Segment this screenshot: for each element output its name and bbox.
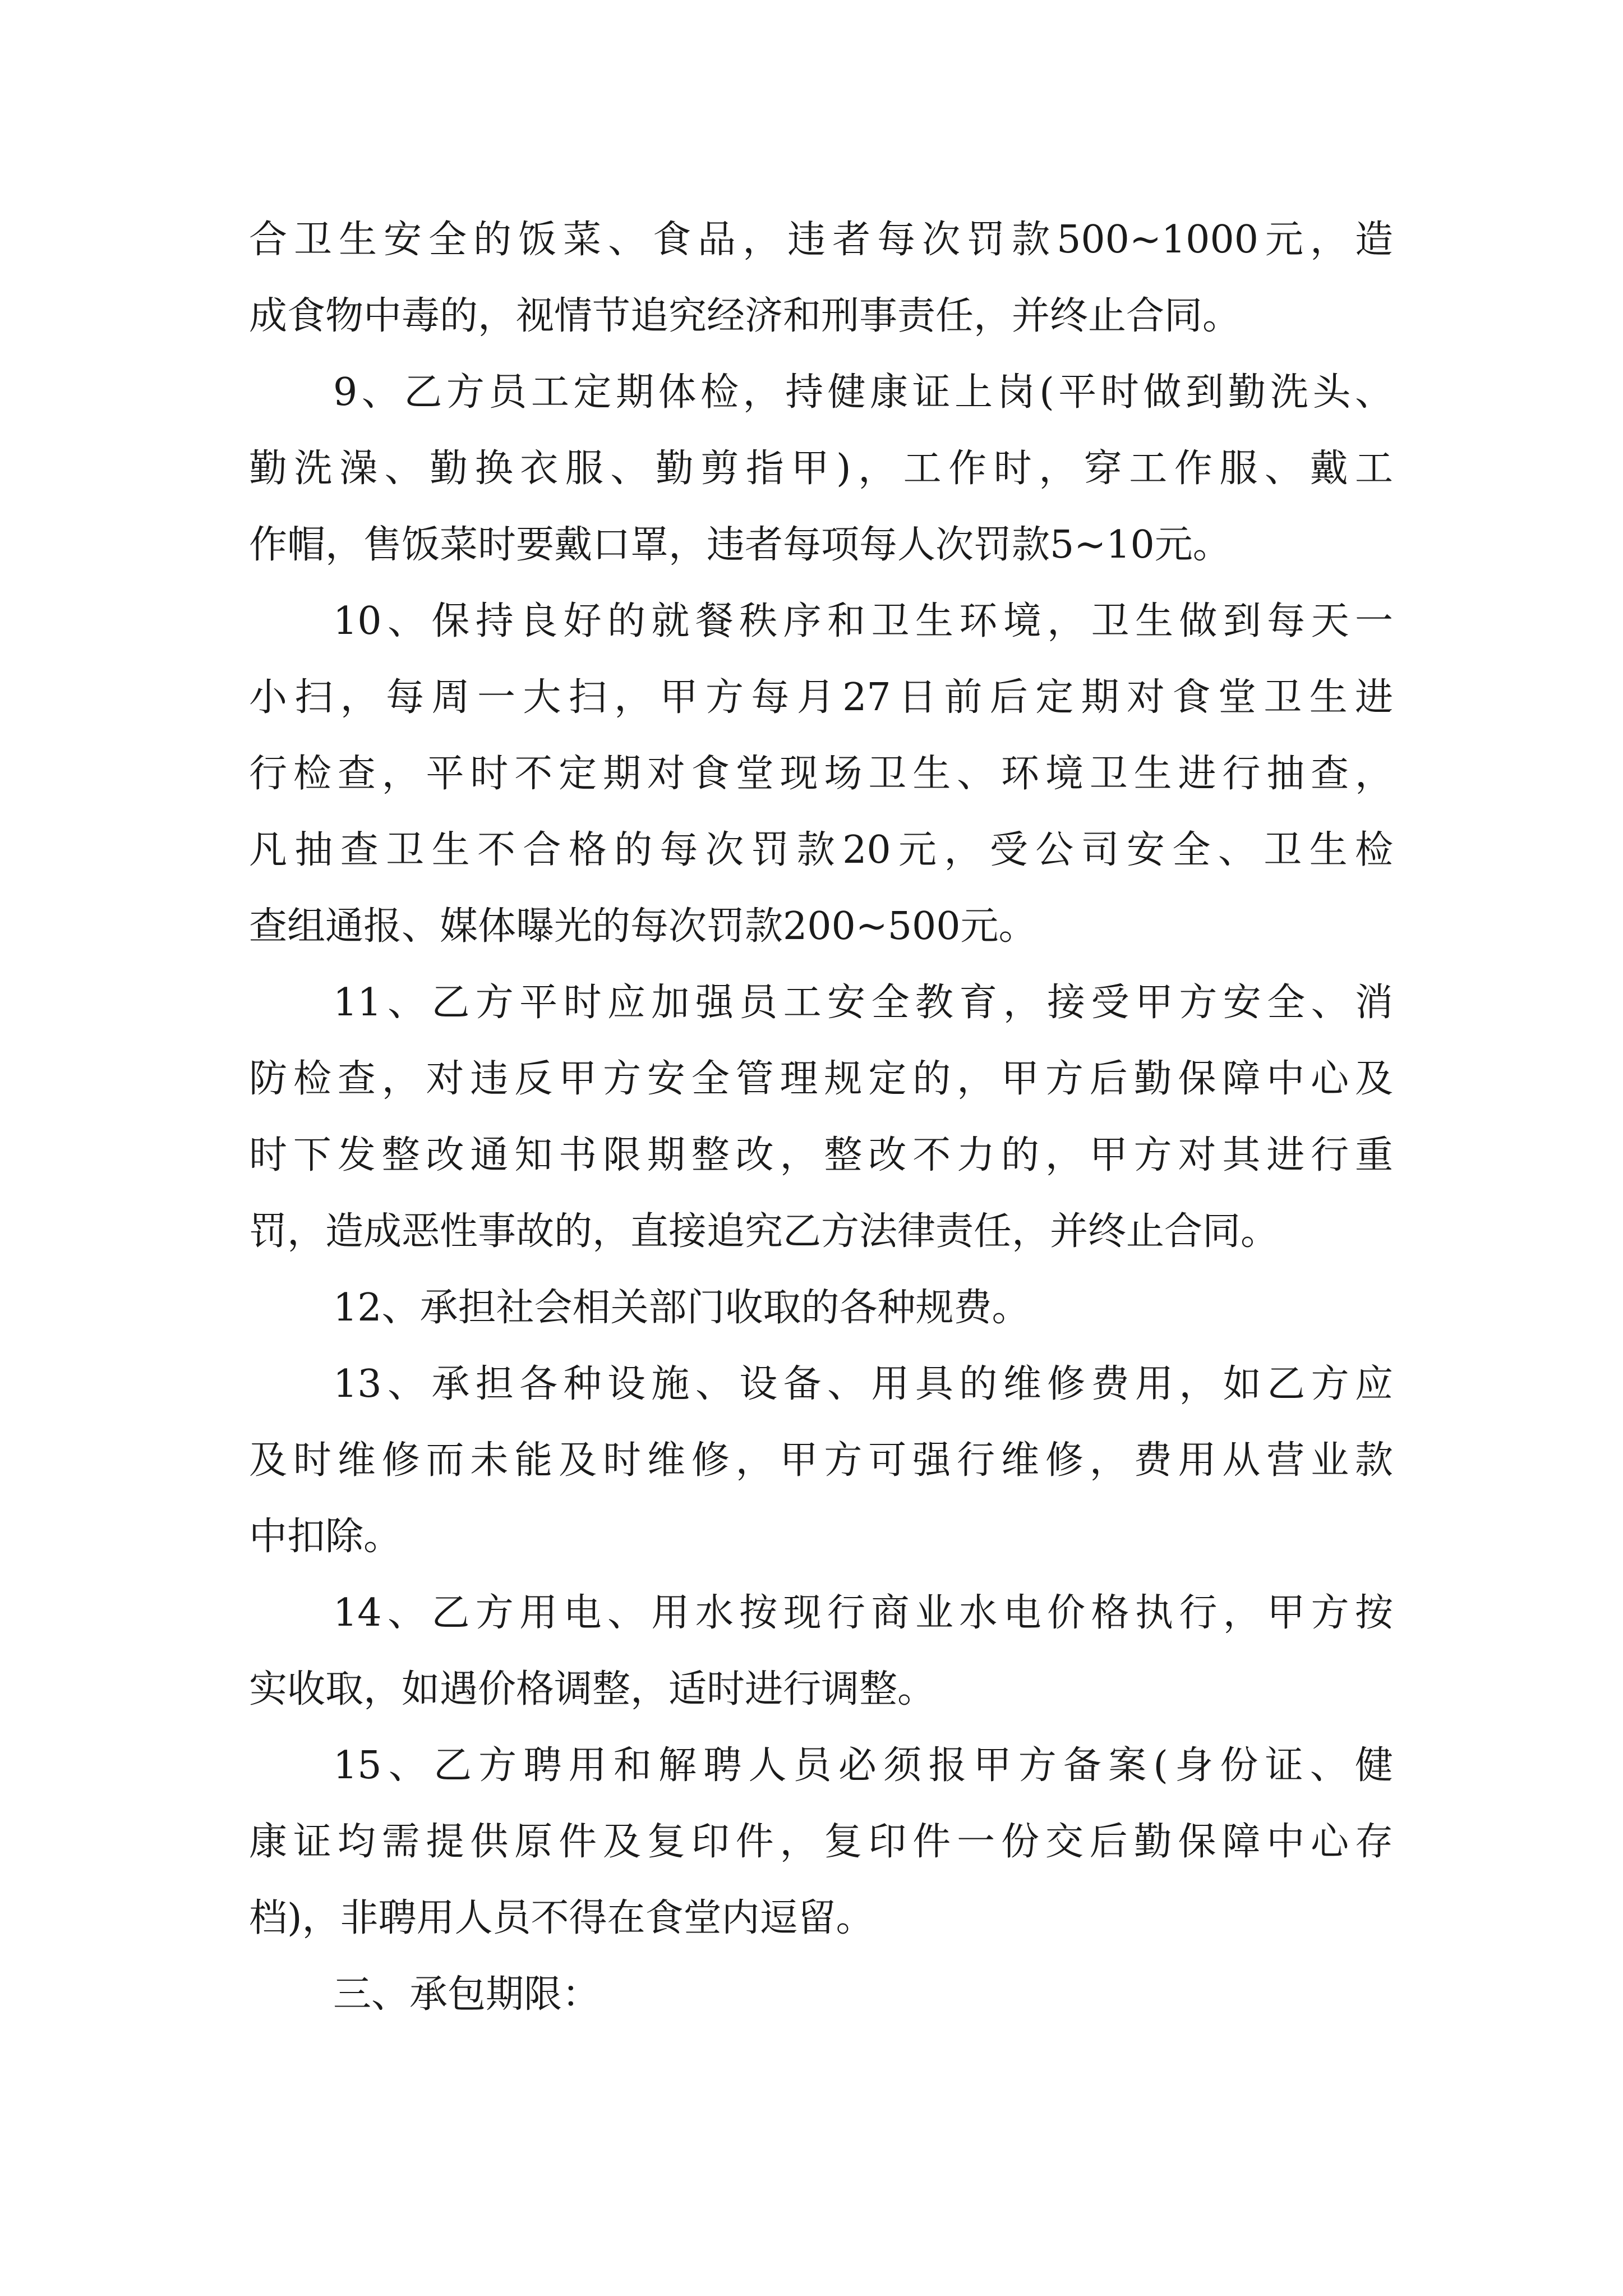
text-line: 15、乙方聘用和解聘人员必须报甲方备案(身份证、健 bbox=[333, 1743, 1393, 1788]
text-line: 中扣除。 bbox=[249, 1515, 402, 1559]
text-line: 作帽，售饭菜时要戴口罩，违者每项每人次罚款5~10元。 bbox=[249, 523, 1231, 567]
text-line: 罚，造成恶性事故的，直接追究乙方法律责任，并终止合同。 bbox=[249, 1209, 1279, 1254]
text-line: 13、承担各种设施、设备、用具的维修费用，如乙方应 bbox=[333, 1362, 1393, 1406]
text-line: 合卫生安全的饭菜、食品，违者每次罚款500~1000元，造 bbox=[249, 218, 1393, 262]
text-line: 勤洗澡、勤换衣服、勤剪指甲)，工作时，穿工作服、戴工 bbox=[249, 447, 1393, 491]
text-line: 11、乙方平时应加强员工安全教育，接受甲方安全、消 bbox=[333, 981, 1393, 1025]
text-line: 9、乙方员工定期体检，持健康证上岗(平时做到勤洗头、 bbox=[333, 370, 1393, 415]
text-line: 12、承担社会相关部门收取的各种规费。 bbox=[333, 1286, 1030, 1330]
paragraph-s3 bbox=[249, 1957, 1393, 2033]
text-line: 成食物中毒的，视情节追究经济和刑事责任，并终止合同。 bbox=[249, 294, 1241, 338]
document-body bbox=[249, 202, 1393, 2033]
text-line: 10、保持良好的就餐秩序和卫生环境，卫生做到每天一 bbox=[333, 599, 1393, 643]
paragraph-p13 bbox=[249, 1346, 1393, 1575]
paragraph-p10 bbox=[249, 583, 1393, 965]
text-line: 实收取，如遇价格调整，适时进行调整。 bbox=[249, 1667, 936, 1711]
paragraph-p8-cont bbox=[249, 202, 1393, 355]
paragraph-p12 bbox=[249, 1270, 1393, 1346]
text-line: 档)，非聘用人员不得在食堂内逗留。 bbox=[249, 1896, 874, 1940]
text-line: 康证均需提供原件及复印件，复印件一份交后勤保障中心存 bbox=[249, 1820, 1393, 1864]
text-line: 及时维修而未能及时维修，甲方可强行维修，费用从营业款 bbox=[249, 1438, 1393, 1483]
paragraph-p9 bbox=[249, 355, 1393, 583]
text-line: 查组通报、媒体曝光的每次罚款200~500元。 bbox=[249, 904, 1037, 949]
paragraph-p11 bbox=[249, 965, 1393, 1270]
text-line: 防检查，对违反甲方安全管理规定的，甲方后勤保障中心及 bbox=[249, 1057, 1393, 1101]
text-line: 14、乙方用电、用水按现行商业水电价格执行，甲方按 bbox=[333, 1591, 1393, 1635]
paragraph-p15 bbox=[249, 1728, 1393, 1957]
text-line: 小扫，每周一大扫，甲方每月27日前后定期对食堂卫生进 bbox=[249, 675, 1393, 720]
paragraph-p14 bbox=[249, 1575, 1393, 1728]
text-line: 时下发整改通知书限期整改，整改不力的，甲方对其进行重 bbox=[249, 1133, 1393, 1177]
text-line: 行检查，平时不定期对食堂现场卫生、环境卫生进行抽查， bbox=[249, 752, 1393, 796]
text-line: 三、承包期限： bbox=[333, 1972, 601, 2017]
text-line: 凡抽查卫生不合格的每次罚款20元，受公司安全、卫生检 bbox=[249, 828, 1393, 872]
